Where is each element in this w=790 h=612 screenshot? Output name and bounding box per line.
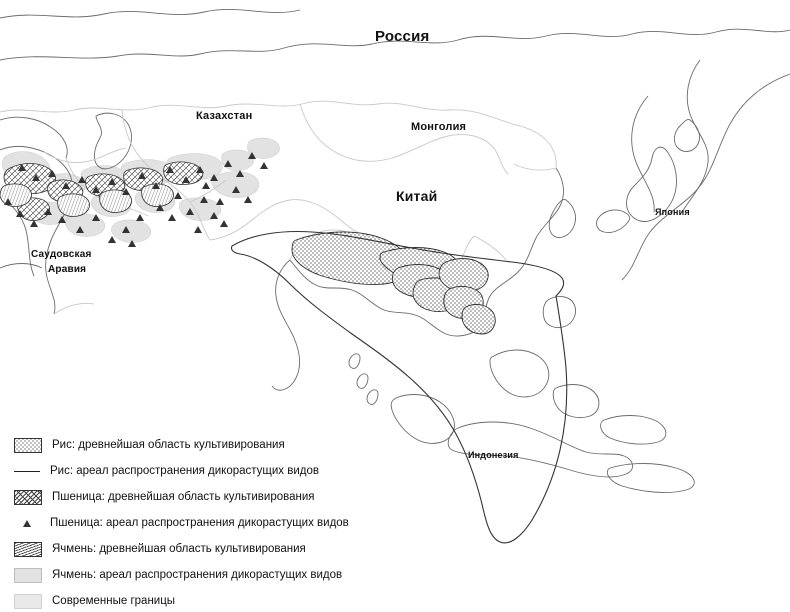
label-saudi-arabia-line1: Саудовская	[31, 249, 92, 260]
label-china: Китай	[396, 188, 438, 204]
rice-cultivation-swatch	[14, 438, 42, 453]
legend-item-barley-cultivation	[14, 536, 414, 562]
label-kazakhstan: Казахстан	[196, 110, 253, 122]
legend-label: Ячмень: древнейшая область культивирования	[52, 543, 306, 555]
legend-label: Пшеница: древнейшая область культивирования	[52, 491, 315, 503]
map-legend	[14, 432, 414, 612]
legend-item-barley-wild-range	[14, 562, 414, 588]
legend-label: Ячмень: ареал распространения дикорастущих видов	[52, 569, 343, 581]
legend-item-wheat-cultivation	[14, 484, 414, 510]
modern-borders-swatch	[14, 594, 42, 609]
label-indonesia: Индонезия	[468, 450, 519, 460]
label-japan: Япония	[655, 207, 690, 217]
label-saudi-arabia-line2: Аравия	[48, 264, 87, 275]
legend-item-rice-cultivation	[14, 432, 414, 458]
legend-label: Рис: ареал распространения дикорастущих видов	[50, 465, 319, 477]
legend-label: Пшеница: ареал распространения дикорастущих видов	[50, 517, 349, 529]
legend-item-rice-wild-range	[14, 458, 414, 484]
rice-wild-range-swatch	[14, 465, 40, 478]
wheat-wild-range-swatch	[14, 517, 40, 530]
label-mongolia: Монголия	[411, 121, 467, 133]
barley-wild-range-swatch	[14, 568, 42, 583]
legend-label: Рис: древнейшая область культивирования	[52, 439, 285, 451]
wheat-cultivation-swatch	[14, 490, 42, 505]
label-russia: Россия	[375, 28, 430, 45]
legend-item-wheat-wild-range	[14, 510, 414, 536]
barley-cultivation-swatch	[14, 542, 42, 557]
rice-cultivation-areas	[292, 232, 495, 334]
legend-item-modern-borders	[14, 588, 414, 612]
legend-label: Современные границы	[52, 595, 176, 607]
